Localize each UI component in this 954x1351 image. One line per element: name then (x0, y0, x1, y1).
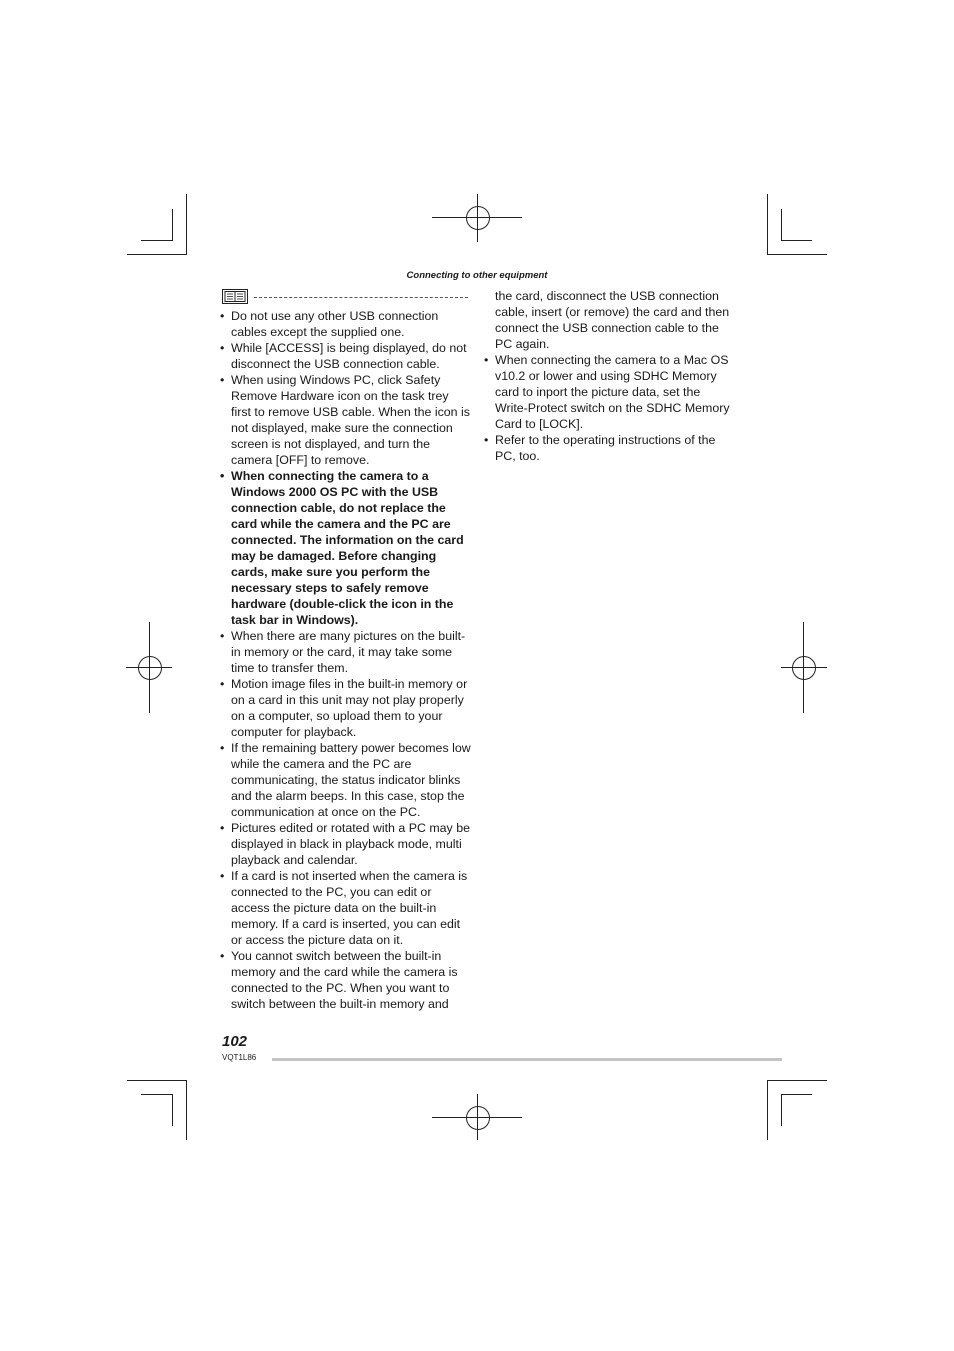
section-title: Connecting to other equipment (406, 270, 548, 281)
list-item: • If the remaining battery power becomes low while the camera and the PC are communicating, the status indicator blinks and the alarm beeps. In this case, stop the communication at once on the PC. (220, 741, 471, 819)
notes-list-right (484, 288, 736, 464)
list-item: • If a card is not inserted when the camera is connected to the PC, you can edit or access the picture data on the built-in memory. If a card is inserted, you can edit or access the picture data on it. (220, 869, 468, 947)
list-item: • Motion image files in the built-in memory or on a card in this unit may not play properly on a computer, so upload them to your computer for playback. (220, 677, 468, 739)
list-item-warning: • When connecting the camera to a Windows 2000 OS PC with the USB connection cable, do not replace the card while the camera and the PC are connected. The information on the card may be damaged. Before changing cards, make sure you perform the necessary steps to safely remove hardware (double-click the icon in the task bar in Windows). (220, 469, 464, 627)
list-item: • When there are many pictures on the built-in memory or the card, it may take some time to transfer them. (220, 629, 466, 675)
model-code: VQT1L86 (222, 1053, 257, 1062)
notes-list-left (220, 308, 472, 1012)
list-item: • When connecting the camera to a Mac OS v10.2 or lower and using SDHC Memory card to inport the picture data, set the Write-Protect switch on the SDHC Memory Card to [LOCK]. (484, 353, 730, 431)
list-item: • You cannot switch between the built-in memory and the card while the camera is connected to the PC. When you want to switch between the built-in memory and (220, 949, 458, 1011)
list-item: • Pictures edited or rotated with a PC may be displayed in black in playback mode, multi playback and calendar. (220, 821, 470, 867)
list-item: • Do not use any other USB connection cables except the supplied one. (220, 309, 439, 339)
footer-rule (272, 1058, 782, 1061)
page-number: 102 (222, 1033, 248, 1050)
note-divider (254, 297, 468, 298)
list-item: • Refer to the operating instructions of the PC, too. (484, 433, 716, 463)
list-item: • When using Windows PC, click Safety Remove Hardware icon on the task trey first to remove USB cable. When the icon is not displayed, make sure the connection screen is not displayed, and turn the camera [OFF] to remove. (220, 373, 470, 467)
list-item-continuation: the card, disconnect the USB connection cable, insert (or remove) the card and then connect the USB connection cable to the PC again. (495, 289, 730, 351)
note-book-icon (222, 289, 248, 304)
list-item: • While [ACCESS] is being displayed, do not disconnect the USB connection cable. (220, 341, 467, 371)
